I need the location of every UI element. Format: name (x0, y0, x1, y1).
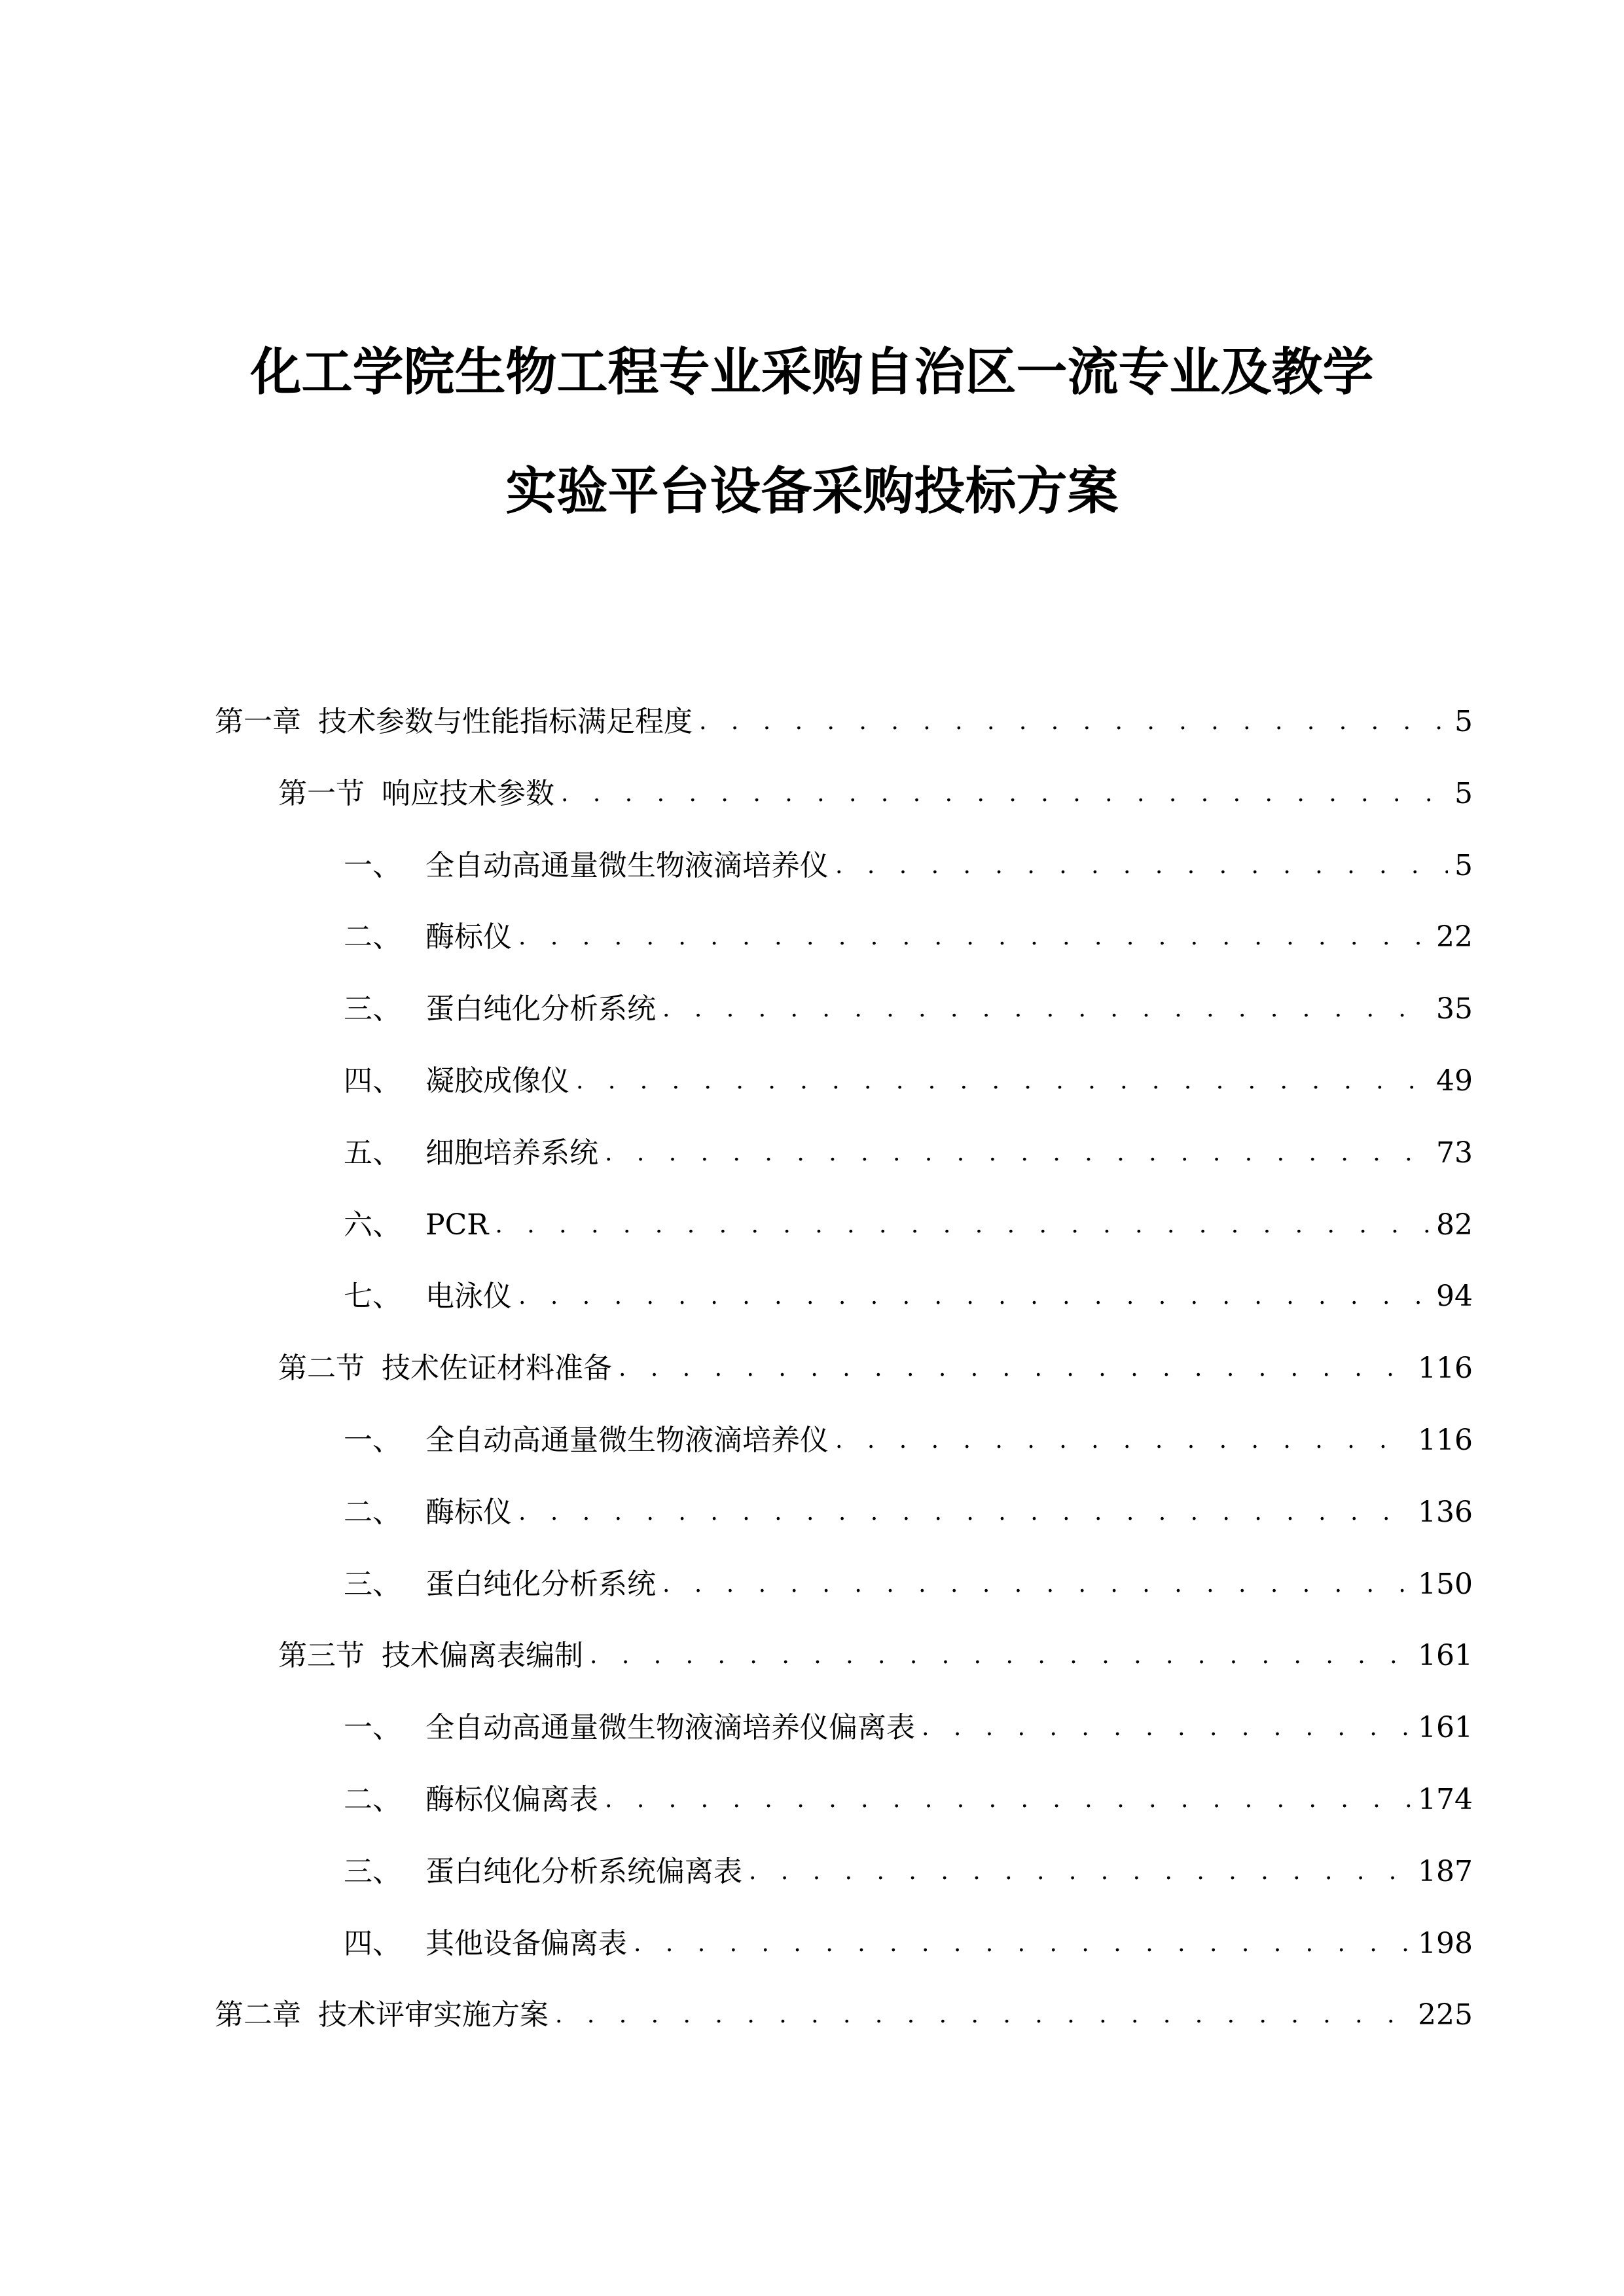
dot-leader (619, 1352, 1411, 1385)
toc-entry-page-number: 161 (1418, 1639, 1473, 1673)
toc-entry[interactable] (344, 1568, 1473, 1601)
toc-entry-prefix: 第二章 (215, 1998, 301, 2032)
toc-entry-page-number: 225 (1418, 1998, 1473, 2032)
toc-entry-title: 技术参数与性能指标满足程度 (318, 705, 693, 738)
toc-entry-prefix: 第一节 (278, 776, 365, 810)
dot-leader (518, 921, 1430, 954)
toc-entry-page-number: 5 (1454, 705, 1473, 738)
toc-entry-prefix: 一、 (344, 848, 401, 882)
toc-entry-prefix: 一、 (344, 1711, 401, 1745)
toc-entry-prefix: 三、 (344, 992, 401, 1026)
toc-entry[interactable] (344, 921, 1473, 954)
toc-entry[interactable] (344, 1928, 1473, 1960)
toc-entry-title: 全自动高通量微生物液滴培养仪 (425, 848, 829, 882)
toc-entry-prefix: 三、 (344, 1567, 401, 1601)
toc-entry-page-number: 73 (1436, 1136, 1473, 1170)
toc-entry-prefix: 一、 (344, 1424, 401, 1457)
toc-entry-title: 技术佐证材料准备 (382, 1352, 612, 1386)
toc-entry-title: 响应技术参数 (382, 776, 554, 810)
toc-entry-page-number: 22 (1436, 920, 1473, 954)
toc-entry[interactable] (344, 1424, 1473, 1457)
dot-leader (576, 1065, 1430, 1098)
toc-entry-title: 电泳仪 (425, 1280, 512, 1314)
toc-entry[interactable] (278, 778, 1473, 810)
toc-entry-page-number: 187 (1418, 1854, 1473, 1888)
toc-entry[interactable] (344, 1784, 1473, 1816)
toc-entry-prefix: 七、 (344, 1280, 401, 1314)
toc-entry-prefix: 四、 (344, 1926, 401, 1960)
dot-leader (922, 1712, 1411, 1744)
toc-entry[interactable] (344, 850, 1473, 882)
toc-entry-title: 酶标仪 (425, 1495, 512, 1529)
toc-entry-prefix: 第一章 (215, 705, 301, 738)
dot-leader (699, 706, 1448, 738)
toc-entry-page-number: 94 (1436, 1280, 1473, 1314)
toc-entry-prefix: 三、 (344, 1854, 401, 1888)
toc-entry-prefix: 第三节 (278, 1639, 365, 1673)
toc-entry-prefix: 二、 (344, 920, 401, 954)
dot-leader (495, 1209, 1430, 1242)
toc-entry-page-number: 49 (1436, 1064, 1473, 1098)
dot-leader (835, 850, 1448, 882)
document-title-line-1: 化工学院生物工程专业采购自治区一流专业及教学 (250, 343, 1374, 402)
toc-entry[interactable] (278, 1352, 1473, 1385)
toc-entry[interactable] (344, 993, 1473, 1026)
toc-entry-page-number: 5 (1454, 848, 1473, 882)
dot-leader (555, 1999, 1411, 2032)
dot-leader (561, 778, 1448, 810)
toc-entry-prefix: 二、 (344, 1783, 401, 1816)
toc-entry[interactable] (344, 1280, 1473, 1313)
dot-leader (518, 1496, 1411, 1529)
toc-entry-page-number: 161 (1418, 1711, 1473, 1745)
toc-entry-title: 酶标仪 (425, 920, 512, 954)
toc-entry[interactable] (278, 1640, 1473, 1672)
dot-leader (634, 1928, 1411, 1960)
toc-entry-page-number: 116 (1418, 1352, 1473, 1386)
toc-entry-title: 酶标仪偏离表 (425, 1783, 598, 1816)
dot-leader (749, 1856, 1411, 1888)
toc-entry-title: 技术评审实施方案 (318, 1998, 549, 2032)
dot-leader (605, 1784, 1411, 1816)
document-title-line-2: 实验平台设备采购投标方案 (505, 462, 1119, 521)
toc-entry[interactable] (344, 1712, 1473, 1744)
toc-entry-prefix: 四、 (344, 1064, 401, 1098)
toc-entry-title: 技术偏离表编制 (382, 1639, 583, 1673)
dot-leader (835, 1424, 1411, 1457)
dot-leader (662, 993, 1430, 1026)
toc-entry-page-number: 82 (1436, 1208, 1473, 1242)
toc-entry-title: 其他设备偏离表 (425, 1926, 627, 1960)
toc-entry[interactable] (344, 1856, 1473, 1888)
toc-entry-title: 细胞培养系统 (425, 1136, 598, 1170)
toc-entry-title: 蛋白纯化分析系统偏离表 (425, 1854, 742, 1888)
toc-entry-page-number: 150 (1418, 1567, 1473, 1601)
toc-entry-title: 凝胶成像仪 (425, 1064, 569, 1098)
toc-entry[interactable] (344, 1137, 1473, 1170)
toc-entry-title: 全自动高通量微生物液滴培养仪 (425, 1424, 829, 1457)
toc-entry-prefix: 六、 (344, 1208, 401, 1242)
toc-entry-prefix: 第二节 (278, 1352, 365, 1386)
toc-entry-page-number: 35 (1436, 992, 1473, 1026)
dot-leader (605, 1137, 1430, 1170)
toc-entry[interactable] (344, 1209, 1473, 1242)
toc-entry-page-number: 174 (1418, 1783, 1473, 1816)
toc-entry-title: 蛋白纯化分析系统 (425, 1567, 656, 1601)
toc-entry-page-number: 116 (1418, 1424, 1473, 1457)
toc-entry-title: 全自动高通量微生物液滴培养仪偏离表 (425, 1711, 915, 1745)
toc-entry[interactable] (344, 1496, 1473, 1529)
toc-entry[interactable] (215, 1999, 1473, 2032)
dot-leader (590, 1640, 1411, 1672)
toc-entry[interactable] (215, 706, 1473, 738)
toc-entry-page-number: 5 (1454, 776, 1473, 810)
toc-entry-prefix: 二、 (344, 1495, 401, 1529)
dot-leader (518, 1280, 1430, 1313)
toc-entry[interactable] (344, 1065, 1473, 1098)
toc-entry-page-number: 136 (1418, 1495, 1473, 1529)
toc-entry-prefix: 五、 (344, 1136, 401, 1170)
toc-entry-title: 蛋白纯化分析系统 (425, 992, 656, 1026)
toc-entry-page-number: 198 (1418, 1926, 1473, 1960)
toc-entry-title: PCR (425, 1208, 489, 1242)
dot-leader (662, 1568, 1411, 1601)
